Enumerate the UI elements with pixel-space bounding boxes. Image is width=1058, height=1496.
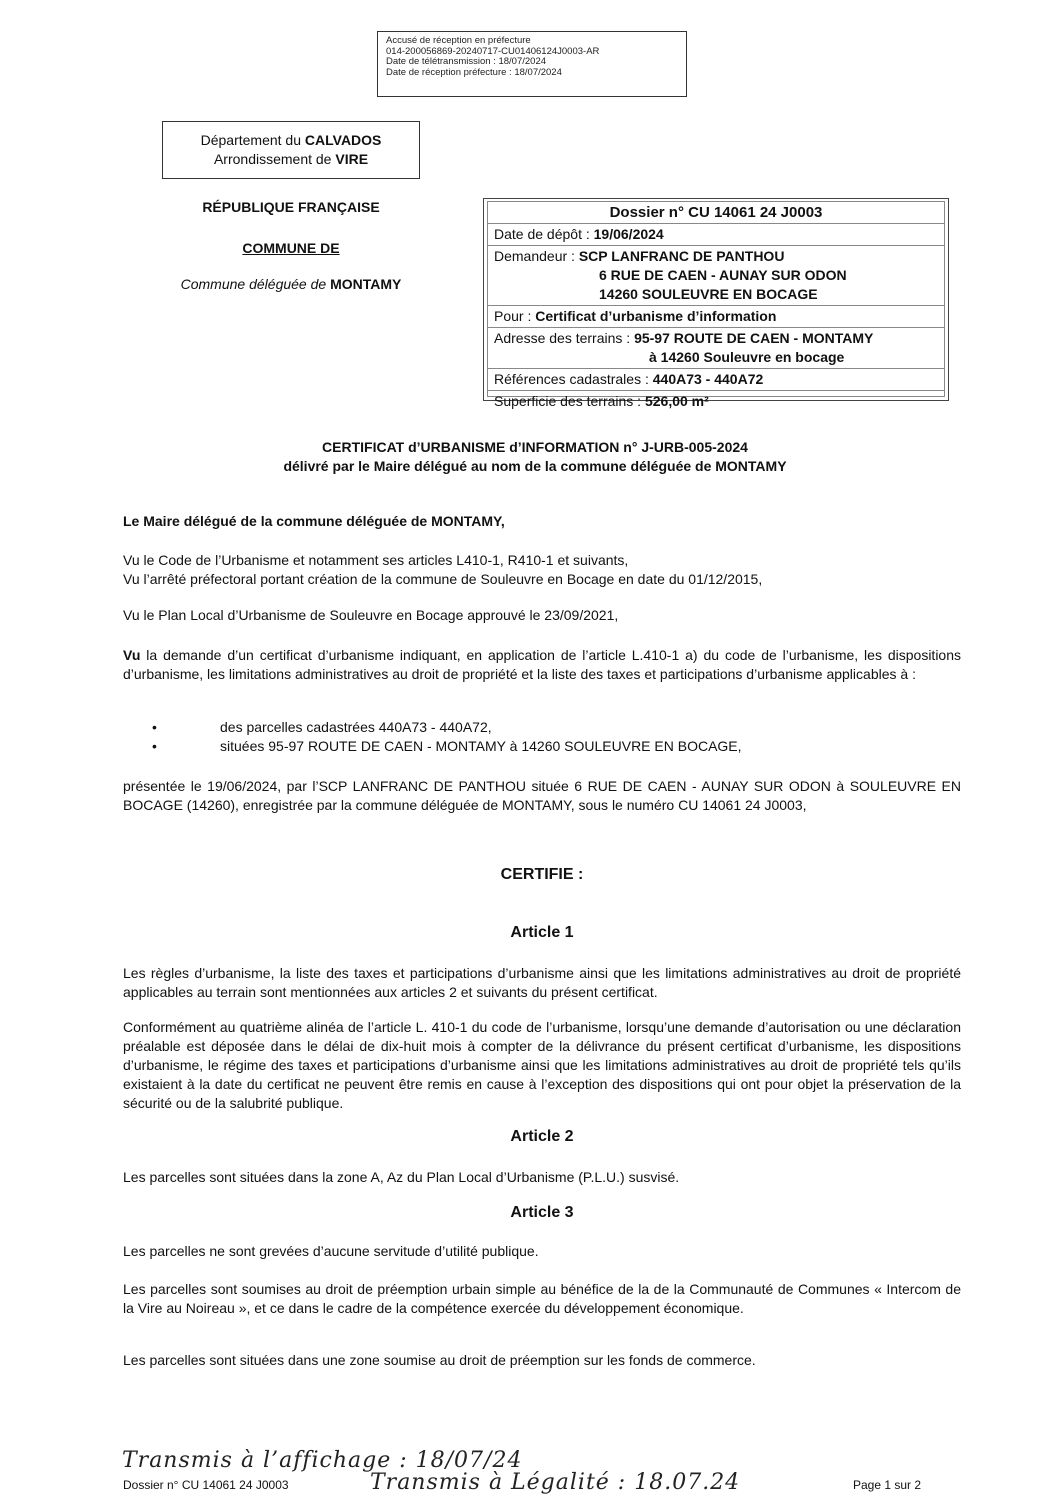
republic-heading: RÉPUBLIQUE FRANÇAISE [202, 199, 380, 215]
vu-demande: Vu la demande d’un certificat d’urbanisme indiquant, en application de l’article L.410-1 a) du code de l’urbanisme, les dispositions d’urbanisme, les limitations administratives au droit de propriété et la liste des taxes et participations d’urbanisme applicables à : [123, 647, 961, 682]
article-3-paragraph-1: Les parcelles ne sont grevées d’aucune servitude d’utilité publique. [123, 1243, 539, 1259]
article-3-paragraph-3: Les parcelles sont situées dans une zone soumise au droit de préemption sur les fonds de commerce. [123, 1352, 756, 1368]
superficie-row: Superficie des terrains : 526,00 m² [494, 393, 709, 409]
handwritten-legalite-note: Transmis à Légalité : 18.07.24 [370, 1470, 741, 1495]
references-row: Références cadastrales : 440A73 - 440A72 [488, 369, 944, 391]
article-1-heading: Article 1 [510, 924, 574, 941]
presentee-paragraph: présentée le 19/06/2024, par l’SCP LANFRANC DE PANTHOU située 6 RUE DE CAEN - AUNAY SUR ODON à SOULEUVRE EN BOCAGE (14260), enregistrée par la commune déléguée de MONTAMY, sous le numéro CU 14061 24 J0003, [123, 778, 961, 813]
certifie-heading: CERTIFIE : [500, 866, 584, 883]
article-1-paragraph-1: Les règles d’urbanisme, la liste des taxes et participations d’urbanisme ainsi que les limitations administratives au droit de propriété applicables au terrain sont mentionnées aux articles 2 et suivants du présent certificat. [123, 965, 961, 1000]
stamp-line: Date de télétransmission : 18/07/2024 [386, 56, 547, 67]
bullet-parcelles: des parcelles cadastrées 440A73 - 440A72, [220, 719, 492, 735]
stamp-line: Date de réception préfecture : 18/07/2024 [386, 66, 562, 78]
article-1-paragraph-2: Conformément au quatrième alinéa de l’article L. 410-1 du code de l’urbanisme, lorsqu’une demande d’autorisation ou une déclaration préalable est déposée dans le délai de dix-huit mois à compter de la délivrance du présent certificat d’urbanisme, les dispositions d’urbanisme, le régime des taxes et participations d’urbanisme ainsi que les limitations administratives au droit de propriété tels qu’ils existaient à la date du certificat ne peuvent être remis en cause à l’exception des dispositions qui ont pour objet la préservation de la sécurité ou de la salubrité publique. [123, 1019, 961, 1111]
date-depot-row: Date de dépôt : 19/06/2024 [488, 224, 944, 246]
prefecture-reception-stamp [377, 31, 687, 97]
department-box [162, 121, 420, 179]
vu-plu: Vu le Plan Local d’Urbanisme de Souleuvre en Bocage approuvé le 23/09/2021, [123, 607, 619, 623]
vu-arrete: Vu l’arrêté préfectoral portant création de la commune de Souleuvre en Bocage en date du 01/12/2015, [123, 571, 763, 587]
certificate-title: CERTIFICAT d’URBANISME d’INFORMATION n° J-URB-005-2024 délivré par le Maire délégué au nom de la commune déléguée de MONTAMY [283, 439, 787, 474]
commune-deleguee: Commune déléguée de MONTAMY [180, 276, 402, 292]
vu-code-urbanisme: Vu le Code de l’Urbanisme et notamment ses articles L410-1, R410-1 et suivants, [123, 552, 629, 568]
bullet-marker: • [152, 719, 157, 735]
stamp-line: Accusé de réception en préfecture [386, 35, 531, 46]
handwritten-affichage-note: Transmis à l’affichage : 18/07/24 [122, 1448, 523, 1473]
stamp-line: 014-200056869-20240717-CU01406124J0003-AR [386, 45, 600, 57]
department-line: Département du CALVADOS [200, 132, 382, 148]
arrondissement-line: Arrondissement de VIRE [213, 151, 369, 167]
pour-row: Pour : Certificat d’urbanisme d’information [488, 306, 944, 328]
demandeur-row: Demandeur : SCP LANFRANC DE PANTHOU 6 RUE DE CAEN - AUNAY SUR ODON 14260 SOULEUVRE EN BOCAGE [488, 246, 944, 306]
bullet-situees: situées 95-97 ROUTE DE CAEN - MONTAMY à 14260 SOULEUVRE EN BOCAGE, [220, 738, 742, 754]
article-3-paragraph-2: Les parcelles sont soumises au droit de préemption urbain simple au bénéfice de la de la Communauté de Communes « Intercom de la Vire au Noireau », et ce dans le cadre de la compétence exercée du développement économique. [123, 1281, 961, 1316]
dossier-number: Dossier n° CU 14061 24 J0003 [488, 202, 944, 224]
footer-page-number: Page 1 sur 2 [853, 1478, 922, 1492]
adresse-row: Adresse des terrains : 95-97 ROUTE DE CAEN - MONTAMY à 14260 Souleuvre en bocage [488, 328, 944, 369]
dossier-info-box [483, 198, 949, 409]
article-3-heading: Article 3 [510, 1204, 574, 1221]
article-2-heading: Article 2 [510, 1128, 574, 1145]
bullet-marker: • [152, 738, 157, 754]
article-2-paragraph-1: Les parcelles sont situées dans la zone A, Az du Plan Local d’Urbanisme (P.L.U.) susvisé. [123, 1169, 680, 1185]
footer-dossier-number: Dossier n° CU 14061 24 J0003 [123, 1478, 289, 1492]
maire-line: Le Maire délégué de la commune déléguée de MONTAMY, [123, 513, 505, 529]
commune-heading: COMMUNE DE [242, 240, 340, 256]
